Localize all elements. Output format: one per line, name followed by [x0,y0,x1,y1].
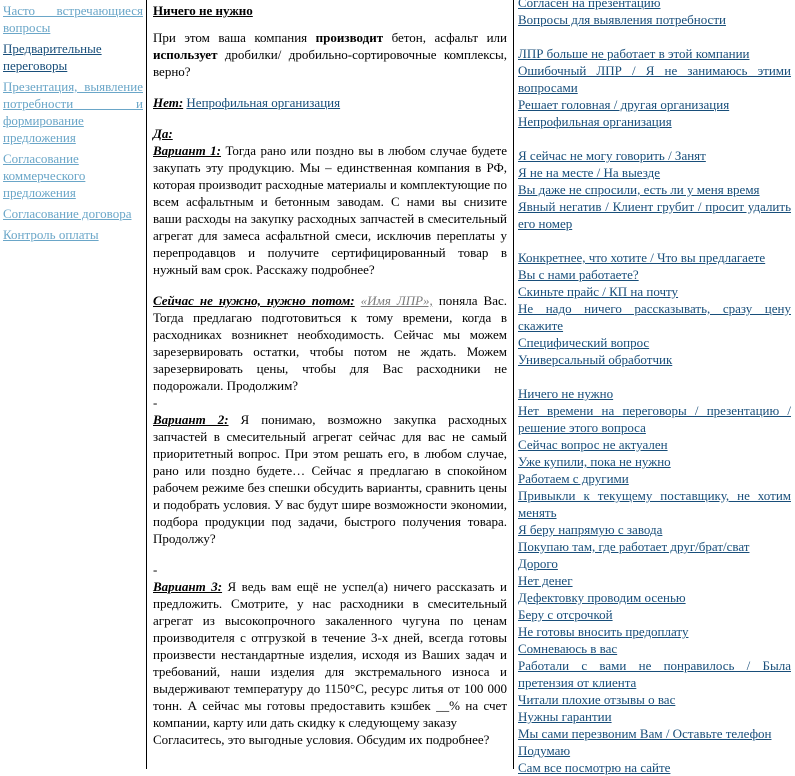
group-spacer [518,28,791,45]
objection-link[interactable]: Сомневаюсь в вас [518,641,618,656]
objection-link[interactable]: Вопросы для выявления потребности [518,12,726,27]
question-text: При этом ваша компания [153,30,316,45]
variant-1-label: Вариант 1: [153,143,222,158]
objection-link[interactable]: Нужны гарантии [518,709,612,724]
objection-link[interactable]: Вы с нами работаете? [518,267,639,282]
later-text: поняла Вас. Тогда предлагаю подготовиться к тому времени, когда в расходниках возникнет необходимость. Сейчас мы можем зарезервировать остатки, чтобы потом не ждать. Можем зарезервировать цены, чтобы для Вас расходники не подорожали. Продолжим? [153,293,507,393]
nav-link-contract[interactable]: Согласование договора [3,206,132,221]
yes-label-text: Да: [153,126,173,141]
nav-link-payment-control[interactable]: Контроль оплаты [3,227,99,242]
objection-link[interactable]: Вы даже не спросили, есть ли у меня время [518,182,760,197]
question-text: дробилки/ дробильно-сортировочные комплексы, верно? [153,47,507,79]
no-link-non-profile[interactable]: Непрофильная организация [186,95,341,110]
yes-label [153,125,507,142]
separator-dash: - [153,562,158,577]
objection-link[interactable]: Работаем с другими [518,471,629,486]
objection-link[interactable]: Нет денег [518,573,573,588]
left-nav [0,0,146,769]
objection-link[interactable]: Решает головная / другая организация [518,97,730,112]
no-answer [153,94,507,111]
objection-link[interactable]: Беру с отсрочкой [518,607,613,622]
variant-3 [153,578,507,731]
objection-link[interactable]: Нет времени на переговоры / презентацию / решение этого вопроса [518,403,791,435]
objection-link[interactable]: Читали плохие отзывы о вас [518,692,676,707]
objection-link[interactable]: Ошибочный ЛПР / Я не занимаюсь этими вопросами [518,63,791,95]
objection-link[interactable]: Подумаю [518,743,571,758]
group-spacer [518,130,791,147]
objection-link[interactable]: Я беру напрямую с завода [518,522,663,537]
objection-link[interactable]: Явный негатив / Клиент грубит / просит удалить его номер [518,199,791,231]
objection-link[interactable]: Ничего не нужно [518,386,614,401]
objection-link[interactable]: Сам все посмотрю на сайте [518,760,671,775]
variant-2-label: Вариант 2: [153,412,229,427]
variant-1-text: Тогда рано или поздно вы в любом случае будете закупать эту продукцию. Мы – единственная компания в РФ, которая производит расходные материалы и комплектующие по всем асфальтным и бетонным заводам. С нами вы снизите ваши расходы на закупку расходных запчастей в смесительный агрегат для замеса асфальтной смеси, исключив переплаты у перепродавцов и получите сертифицированный товар в нужный вам срок. Расскажу подробнее? [153,143,507,277]
question-text: бетон, асфальт или [383,30,507,45]
objection-link[interactable]: Универсальный обработчик [518,352,673,367]
objection-link[interactable]: ЛПР больше не работает в этой компании [518,46,750,61]
variant-1 [153,142,507,278]
question-paragraph [153,29,507,80]
variant-3-closing: Согласитесь, это выгодные условия. Обсудим их подробнее? [153,732,490,747]
variant-3-label: Вариант 3: [153,579,223,594]
lpr-name-placeholder: «Имя ЛПР», [360,293,433,308]
question-bold-uses: использует [153,47,218,62]
objection-link[interactable]: Не надо ничего рассказывать, сразу цену скажите [518,301,791,333]
later-label: Сейчас не нужно, нужно потом: [153,293,355,308]
objections-list [514,0,795,775]
group-spacer [518,368,791,385]
objection-link[interactable]: Покупаю там, где работает друг/брат/сват [518,539,750,554]
page-title: Ничего не нужно [153,3,253,18]
variant-3-text: Я ведь вам ещё не успел(а) ничего рассказать и предложить. Смотрите, у нас расходники в смесительный агрегат из высокопрочного закаленного чугуна по ценам производителя с отгрузкой в течение 3-х дней, всегда готовы произвести нестандартные изделия, исходя из Ваших задач и требований, наши изделия для экстремального износа и выдерживают температуру до 1150°С, ресурс литья от 100 000 тонн. А сейчас мы готовы предоставить кэшбек __% на счет компании, карту или дать скидку к следующему заказу [153,579,507,730]
question-bold-produces: производит [315,30,384,45]
objection-link[interactable]: Сейчас вопрос не актуален [518,437,668,452]
no-label: Нет: [153,95,184,110]
nav-link-presentation[interactable]: Презентация, выявление потребности и формирование предложения [3,79,143,145]
objection-link[interactable]: Не готовы вносить предоплату [518,624,689,639]
script-content [146,0,514,769]
objection-link[interactable]: Работали с вами не понравилось / Была претензия от клиента [518,658,791,690]
objection-link[interactable]: Согласен на презентацию [518,0,661,10]
nav-link-faq[interactable]: Часто встречающиеся вопросы [3,3,143,35]
group-spacer [518,232,791,249]
objection-link[interactable]: Непрофильная организация [518,114,672,129]
variant-2-text: Я понимаю, возможно закупка расходных запчастей в смесительный агрегат сейчас для вас не самый приоритетный вопрос. При этом решать его, в любом случае, рано или поздно будете… Сейчас я предлагаю в спокойном рабочем режиме без спешки обсудить варианты, сравнить цены и подобрать условия. У вас будут шире возможности экономии, подбора продукции под задачи, быстрого получения товара. Продолжу? [153,412,507,546]
nav-link-preliminary-negotiations[interactable]: Предварительные переговоры [3,41,102,73]
objection-link[interactable]: Мы сами перезвоним Вам / Оставьте телефон [518,726,772,741]
variant-2 [153,411,507,547]
objection-link[interactable]: Дефектовку проводим осенью [518,590,686,605]
objection-link[interactable]: Конкретнее, что хотите / Что вы предлагаете [518,250,766,265]
objection-link[interactable]: Дорого [518,556,558,571]
separator-dash: - [153,395,158,410]
objection-link[interactable]: Я не на месте / На выезде [518,165,661,180]
objection-link[interactable]: Привыкли к текущему поставщику, не хотим менять [518,488,791,520]
objection-link[interactable]: Скиньте прайс / КП на почту [518,284,679,299]
objection-link[interactable]: Специфический вопрос [518,335,650,350]
later-paragraph [153,292,507,394]
objection-link[interactable]: Уже купили, пока не нужно [518,454,671,469]
nav-link-commercial-offer[interactable]: Согласование коммерческого предложения [3,151,86,200]
objection-link[interactable]: Я сейчас не могу говорить / Занят [518,148,706,163]
